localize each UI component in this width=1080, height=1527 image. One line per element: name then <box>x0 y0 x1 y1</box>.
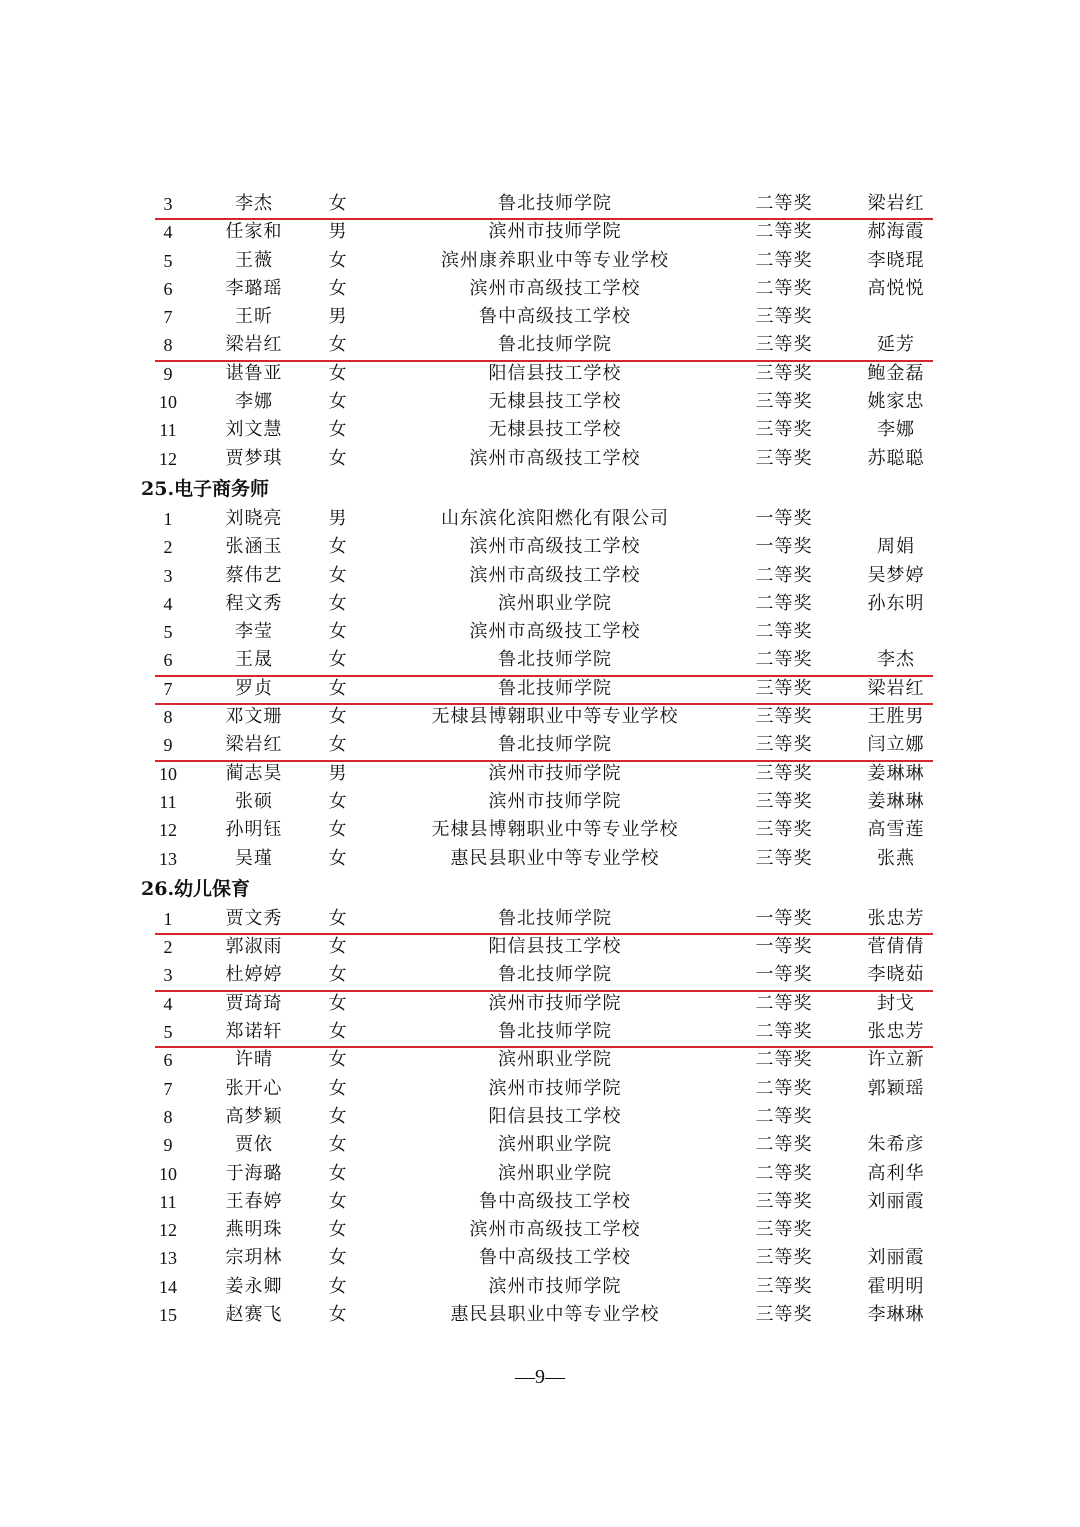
contestant-organization: 滨州市技师学院 <box>488 762 622 784</box>
table-row <box>0 760 1080 788</box>
contestant-name: 郑诺轩 <box>225 1021 283 1043</box>
award-level: 一等奖 <box>755 936 813 958</box>
tutor-name: 姚家忠 <box>867 391 925 413</box>
contestant-gender: 女 <box>328 1190 348 1212</box>
table-row <box>0 703 1080 731</box>
award-level: 二等奖 <box>755 1049 813 1071</box>
contestant-name: 赵赛飞 <box>225 1303 283 1325</box>
award-level: 二等奖 <box>755 277 813 299</box>
contestant-organization: 滨州市高级技工学校 <box>469 564 641 586</box>
contestant-gender: 女 <box>328 734 348 756</box>
award-level: 二等奖 <box>755 1134 813 1156</box>
table-row <box>0 388 1080 416</box>
award-level: 二等奖 <box>755 1077 813 1099</box>
tutor-name: 张忠芳 <box>867 1021 925 1043</box>
award-level: 三等奖 <box>755 1247 813 1269</box>
award-level: 三等奖 <box>755 1275 813 1297</box>
contestant-gender: 女 <box>328 1021 348 1043</box>
tutor-name: 李晓茹 <box>867 964 925 986</box>
contestant-name: 梁岩红 <box>225 334 283 356</box>
contestant-gender: 女 <box>328 249 348 271</box>
contestant-name: 许晴 <box>235 1049 273 1071</box>
contestant-organization: 滨州市技师学院 <box>488 790 622 812</box>
row-number: 3 <box>163 565 173 586</box>
row-number: 5 <box>163 1022 173 1043</box>
contestant-organization: 阳信县技工学校 <box>488 936 622 958</box>
tutor-name: 鲍金磊 <box>867 362 925 384</box>
award-level: 一等奖 <box>755 964 813 986</box>
contestant-organization: 鲁北技师学院 <box>498 677 612 699</box>
table-row <box>0 646 1080 674</box>
contestant-organization: 无棣县博翱职业中等专业学校 <box>431 819 679 841</box>
contestant-organization: 滨州市高级技工学校 <box>469 536 641 558</box>
contestant-gender: 女 <box>328 592 348 614</box>
contestant-gender: 女 <box>328 391 348 413</box>
contestant-name: 吴瑾 <box>235 847 273 869</box>
tutor-name: 张忠芳 <box>867 907 925 929</box>
row-number: 13 <box>159 848 177 869</box>
table-row <box>0 533 1080 561</box>
row-number: 6 <box>163 278 173 299</box>
contestant-name: 李璐瑶 <box>225 277 283 299</box>
contestant-name: 杜婷婷 <box>225 964 283 986</box>
tutor-name <box>852 303 940 331</box>
tutor-name: 延芳 <box>877 334 915 356</box>
contestant-organization: 滨州市高级技工学校 <box>469 1219 641 1241</box>
contestant-organization: 无棣县技工学校 <box>488 419 622 441</box>
tutor-name: 许立新 <box>867 1049 925 1071</box>
table-row <box>0 816 1080 844</box>
contestant-gender: 女 <box>328 790 348 812</box>
award-level: 二等奖 <box>755 592 813 614</box>
contestant-name: 李莹 <box>235 621 273 643</box>
tutor-name <box>852 618 940 646</box>
page-number: —9— <box>515 1366 565 1388</box>
contestant-name: 高梦颖 <box>225 1105 283 1127</box>
contestant-organization: 无棣县博翱职业中等专业学校 <box>431 706 679 728</box>
table-row <box>0 731 1080 759</box>
row-number: 12 <box>159 448 177 469</box>
row-number: 10 <box>159 1163 177 1184</box>
contestant-name: 贾依 <box>235 1134 273 1156</box>
table-row <box>0 1301 1080 1329</box>
tutor-name: 姜琳琳 <box>867 762 925 784</box>
tutor-name: 刘丽霞 <box>867 1247 925 1269</box>
tutor-name: 李娜 <box>877 419 915 441</box>
contestant-organization: 滨州康养职业中等专业学校 <box>441 249 669 271</box>
row-number: 8 <box>163 335 173 356</box>
contestant-organization: 滨州职业学院 <box>498 592 612 614</box>
award-level: 二等奖 <box>755 992 813 1014</box>
contestant-organization: 滨州市高级技工学校 <box>469 277 641 299</box>
contestant-name: 邓文珊 <box>225 706 283 728</box>
table-row <box>0 788 1080 816</box>
contestant-gender: 女 <box>328 564 348 586</box>
tutor-name: 朱希彦 <box>867 1134 925 1156</box>
contestant-gender: 女 <box>328 992 348 1014</box>
tutor-name: 梁岩红 <box>867 677 925 699</box>
contestant-gender: 女 <box>328 621 348 643</box>
contestant-organization: 鲁中高级技工学校 <box>479 1190 631 1212</box>
tutor-name: 霍明明 <box>867 1275 925 1297</box>
contestant-name: 宗玥林 <box>225 1247 283 1269</box>
row-number: 2 <box>163 937 173 958</box>
tutor-name: 姜琳琳 <box>867 790 925 812</box>
tutor-name: 吴梦婷 <box>867 564 925 586</box>
row-number: 8 <box>163 1106 173 1127</box>
row-number: 2 <box>163 537 173 558</box>
tutor-name: 孙东明 <box>867 592 925 614</box>
award-level: 二等奖 <box>755 249 813 271</box>
award-level: 二等奖 <box>755 564 813 586</box>
award-list-document <box>0 190 1080 1329</box>
row-number: 6 <box>163 650 173 671</box>
row-number: 9 <box>163 1135 173 1156</box>
award-level: 三等奖 <box>755 762 813 784</box>
contestant-organization: 鲁北技师学院 <box>498 964 612 986</box>
award-level: 三等奖 <box>755 391 813 413</box>
tutor-name: 苏聪聪 <box>867 447 925 469</box>
table-row <box>0 1188 1080 1216</box>
contestant-organization: 鲁北技师学院 <box>498 734 612 756</box>
contestant-gender: 女 <box>328 447 348 469</box>
row-number: 14 <box>159 1276 177 1297</box>
table-row <box>0 905 1080 933</box>
award-level: 三等奖 <box>755 706 813 728</box>
contestant-name: 张涵玉 <box>225 536 283 558</box>
contestant-gender: 女 <box>328 334 348 356</box>
contestant-name: 贾琦琦 <box>225 992 283 1014</box>
award-level: 三等奖 <box>755 1303 813 1325</box>
row-number: 12 <box>159 820 177 841</box>
contestant-organization: 滨州市技师学院 <box>488 1275 622 1297</box>
contestant-organization: 滨州职业学院 <box>498 1162 612 1184</box>
contestant-gender: 女 <box>328 936 348 958</box>
contestant-gender: 女 <box>328 677 348 699</box>
tutor-name: 高悦悦 <box>867 277 925 299</box>
row-number: 7 <box>163 307 173 328</box>
contestant-name: 郭淑雨 <box>225 936 283 958</box>
row-number: 3 <box>163 194 173 214</box>
table-row <box>0 675 1080 703</box>
contestant-organization: 鲁中高级技工学校 <box>479 306 631 328</box>
award-level: 二等奖 <box>755 193 813 214</box>
tutor-name <box>852 505 940 533</box>
award-level: 二等奖 <box>755 1021 813 1043</box>
award-level: 三等奖 <box>755 847 813 869</box>
row-number: 7 <box>163 678 173 699</box>
table-row <box>0 1103 1080 1131</box>
row-number: 11 <box>159 420 177 441</box>
contestant-gender: 女 <box>328 649 348 671</box>
row-number: 5 <box>163 250 173 271</box>
tutor-name: 李杰 <box>877 649 915 671</box>
table-row <box>0 331 1080 359</box>
table-row <box>0 505 1080 533</box>
contestant-organization: 阳信县技工学校 <box>488 362 622 384</box>
award-level: 三等奖 <box>755 362 813 384</box>
contestant-gender: 女 <box>328 1049 348 1071</box>
table-row <box>0 360 1080 388</box>
table-row <box>0 190 1080 218</box>
row-number: 1 <box>163 508 173 529</box>
contestant-organization: 滨州市高级技工学校 <box>469 447 641 469</box>
contestant-organization: 滨州职业学院 <box>498 1134 612 1156</box>
award-level: 二等奖 <box>755 621 813 643</box>
contestant-organization: 惠民县职业中等专业学校 <box>450 1303 660 1325</box>
contestant-gender: 女 <box>328 1105 348 1127</box>
contestant-name: 任家和 <box>225 221 283 243</box>
contestant-organization: 鲁北技师学院 <box>498 1021 612 1043</box>
contestant-gender: 女 <box>328 819 348 841</box>
row-number: 9 <box>163 735 173 756</box>
contestant-name: 王昕 <box>235 306 273 328</box>
contestant-gender: 女 <box>328 362 348 384</box>
award-level: 三等奖 <box>755 790 813 812</box>
award-level: 三等奖 <box>755 819 813 841</box>
table-row <box>0 845 1080 873</box>
contestant-organization: 山东滨化滨阳燃化有限公司 <box>441 507 669 529</box>
tutor-name: 郭颖瑶 <box>867 1077 925 1099</box>
row-number: 4 <box>163 993 173 1014</box>
contestant-name: 贾梦琪 <box>225 447 283 469</box>
row-number: 10 <box>159 763 177 784</box>
contestant-name: 蔡伟艺 <box>225 564 283 586</box>
contestant-organization: 鲁北技师学院 <box>498 193 612 214</box>
contestant-gender: 女 <box>328 419 348 441</box>
table-row <box>0 1075 1080 1103</box>
contestant-name: 刘文慧 <box>225 419 283 441</box>
tutor-name: 周娟 <box>877 536 915 558</box>
table-row <box>0 416 1080 444</box>
tutor-name <box>852 1216 940 1244</box>
contestant-gender: 女 <box>328 277 348 299</box>
table-row <box>0 218 1080 246</box>
contestant-gender: 女 <box>328 1275 348 1297</box>
contestant-organization: 阳信县技工学校 <box>488 1105 622 1127</box>
contestant-gender: 女 <box>328 964 348 986</box>
contestant-name: 张开心 <box>225 1077 283 1099</box>
award-level: 二等奖 <box>755 1105 813 1127</box>
contestant-name: 李杰 <box>235 193 273 214</box>
contestant-organization: 滨州市高级技工学校 <box>469 621 641 643</box>
table-row <box>0 990 1080 1018</box>
contestant-organization: 滨州市技师学院 <box>488 1077 622 1099</box>
table-row <box>0 1131 1080 1159</box>
contestant-organization: 惠民县职业中等专业学校 <box>450 847 660 869</box>
contestant-name: 燕明珠 <box>225 1219 283 1241</box>
award-level: 二等奖 <box>755 221 813 243</box>
contestant-gender: 女 <box>328 1162 348 1184</box>
contestant-name: 梁岩红 <box>225 734 283 756</box>
table-row <box>0 1244 1080 1272</box>
tutor-name: 李晓琨 <box>867 249 925 271</box>
contestant-organization: 滨州市技师学院 <box>488 221 622 243</box>
award-level: 三等奖 <box>755 447 813 469</box>
table-row <box>0 590 1080 618</box>
row-number: 8 <box>163 707 173 728</box>
contestant-gender: 女 <box>328 193 348 214</box>
contestant-name: 姜永卿 <box>225 1275 283 1297</box>
row-number: 10 <box>159 392 177 413</box>
award-level: 一等奖 <box>755 507 813 529</box>
tutor-name: 王胜男 <box>867 706 925 728</box>
contestant-organization: 滨州职业学院 <box>498 1049 612 1071</box>
contestant-gender: 女 <box>328 1134 348 1156</box>
award-level: 三等奖 <box>755 306 813 328</box>
contestant-name: 李娜 <box>235 391 273 413</box>
tutor-name: 闫立娜 <box>867 734 925 756</box>
contestant-gender: 男 <box>328 221 348 243</box>
section-title: 26.幼儿保育 <box>141 877 251 900</box>
contestant-organization: 无棣县技工学校 <box>488 391 622 413</box>
row-number: 4 <box>163 593 173 614</box>
award-level: 三等奖 <box>755 419 813 441</box>
section-title: 25.电子商务师 <box>141 477 270 500</box>
tutor-name: 菅倩倩 <box>867 936 925 958</box>
row-number: 1 <box>163 908 173 929</box>
award-level: 三等奖 <box>755 334 813 356</box>
award-level: 一等奖 <box>755 536 813 558</box>
contestant-organization: 鲁中高级技工学校 <box>479 1247 631 1269</box>
tutor-name: 高利华 <box>867 1162 925 1184</box>
row-number: 15 <box>159 1304 177 1325</box>
row-number: 11 <box>159 1191 177 1212</box>
table-row <box>0 247 1080 275</box>
award-level: 三等奖 <box>755 1219 813 1241</box>
award-level: 三等奖 <box>755 1190 813 1212</box>
award-level: 二等奖 <box>755 649 813 671</box>
contestant-gender: 男 <box>328 507 348 529</box>
award-level: 三等奖 <box>755 734 813 756</box>
table-row <box>0 1160 1080 1188</box>
contestant-name: 谌鲁亚 <box>225 362 283 384</box>
table-row <box>0 303 1080 331</box>
contestant-name: 蔺志昊 <box>225 762 283 784</box>
table-row <box>0 961 1080 989</box>
row-number: 6 <box>163 1050 173 1071</box>
contestant-gender: 女 <box>328 1303 348 1325</box>
contestant-organization: 鲁北技师学院 <box>498 334 612 356</box>
row-number: 13 <box>159 1248 177 1269</box>
table-row <box>0 618 1080 646</box>
tutor-name: 郝海霞 <box>867 221 925 243</box>
contestant-gender: 男 <box>328 306 348 328</box>
contestant-gender: 女 <box>328 1247 348 1269</box>
contestant-gender: 女 <box>328 1077 348 1099</box>
table-row <box>0 562 1080 590</box>
contestant-gender: 女 <box>328 907 348 929</box>
contestant-gender: 女 <box>328 847 348 869</box>
contestant-name: 王薇 <box>235 249 273 271</box>
tutor-name: 梁岩红 <box>867 193 925 214</box>
award-level: 二等奖 <box>755 1162 813 1184</box>
tutor-name: 刘丽霞 <box>867 1190 925 1212</box>
contestant-name: 程文秀 <box>225 592 283 614</box>
award-level: 三等奖 <box>755 677 813 699</box>
table-row <box>0 1046 1080 1074</box>
tutor-name: 封戈 <box>877 992 915 1014</box>
contestant-name: 王晟 <box>235 649 273 671</box>
contestant-name: 孙明钰 <box>225 819 283 841</box>
contestant-name: 张硕 <box>235 790 273 812</box>
contestant-gender: 女 <box>328 536 348 558</box>
table-row <box>0 1216 1080 1244</box>
contestant-organization: 鲁北技师学院 <box>498 649 612 671</box>
contestant-name: 罗贞 <box>235 677 273 699</box>
contestant-gender: 女 <box>328 1219 348 1241</box>
tutor-name: 张燕 <box>877 847 915 869</box>
row-number: 12 <box>159 1220 177 1241</box>
contestant-name: 王春婷 <box>225 1190 283 1212</box>
tutor-name <box>852 1103 940 1131</box>
tutor-name: 高雪莲 <box>867 819 925 841</box>
contestant-organization: 鲁北技师学院 <box>498 907 612 929</box>
row-number: 3 <box>163 965 173 986</box>
row-number: 7 <box>163 1078 173 1099</box>
tutor-name: 李琳琳 <box>867 1303 925 1325</box>
row-number: 5 <box>163 622 173 643</box>
contestant-gender: 女 <box>328 706 348 728</box>
contestant-name: 于海璐 <box>225 1162 283 1184</box>
row-number: 9 <box>163 363 173 384</box>
table-row <box>0 445 1080 473</box>
contestant-name: 刘晓亮 <box>225 507 283 529</box>
contestant-organization: 滨州市技师学院 <box>488 992 622 1014</box>
table-row <box>0 1018 1080 1046</box>
contestant-gender: 男 <box>328 762 348 784</box>
table-row <box>0 275 1080 303</box>
contestant-name: 贾文秀 <box>225 907 283 929</box>
award-level: 一等奖 <box>755 907 813 929</box>
table-row <box>0 933 1080 961</box>
row-number: 4 <box>163 222 173 243</box>
row-number: 11 <box>159 791 177 812</box>
table-row <box>0 1273 1080 1301</box>
